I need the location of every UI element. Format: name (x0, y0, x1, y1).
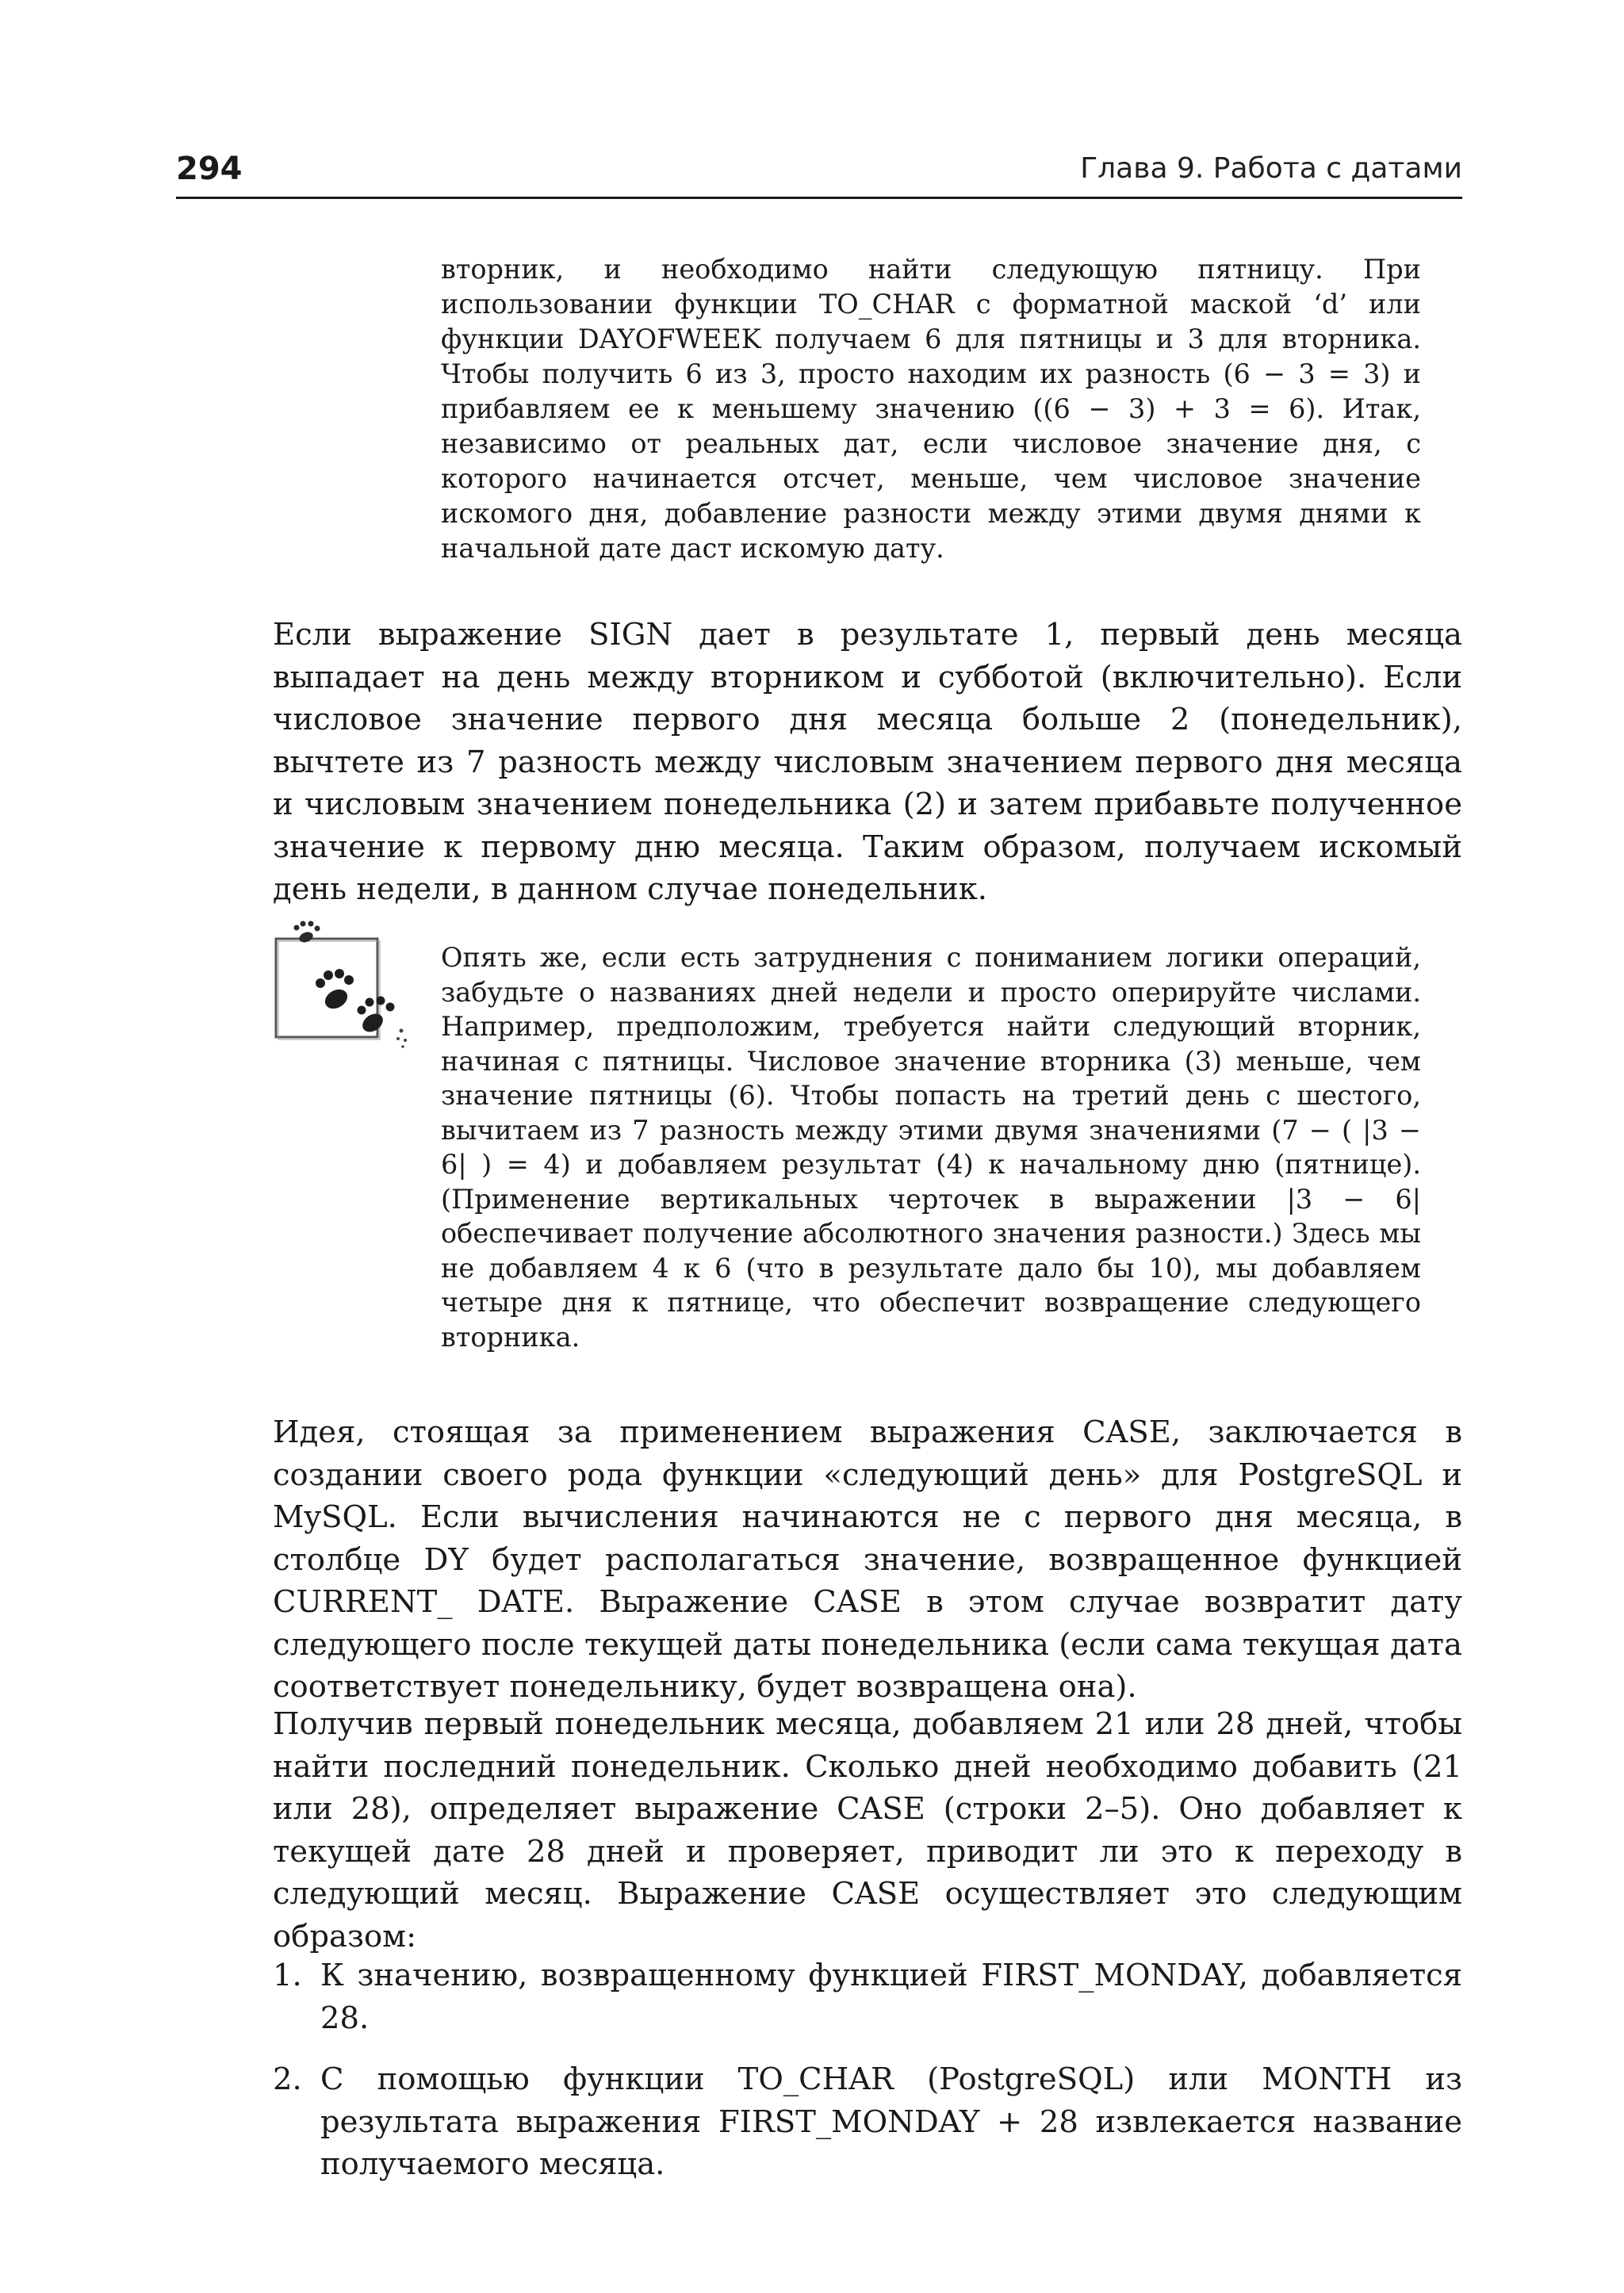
paw-prints-icon (274, 920, 417, 1062)
list-item (273, 2058, 1462, 2186)
note-text: Опять же, если есть затруднения с пониманием логики операций, забудьте о названиях дней недели и просто оперируйте числами. Например, предположим, требуется найти следующий вторник, начиная с пятницы. Числовое значение вторника (3) меньше, чем значение пятницы (6). Чтобы попасть на третий день с шестого, вычитаем из 7 разность между этими двумя значениями (7 − ( |3 − 6| ) = 4) и добавляем результат (4) к начальному дню (пятнице). (Применение вертикальных черточек в выражении |3 − 6| обеспечивает получение абсолютного значения разности.) Здесь мы не добавляем 4 к 6 (что в результате дало бы 10), мы добавляем четыре дня к пятнице, что обеспечит возвращение следующего вторника. (441, 942, 1421, 1353)
body-paragraph-last-monday: Получив первый понедельник месяца, добавляем 21 или 28 дней, чтобы найти последний понедельник. Сколько дней необходимо добавить (21 или 28), определяет выражение CASE (строки 2–5). Оно добавляет к текущей дате 28 дней и проверяет, приводит ли это к переходу в следующий месяц. Выражение CASE осуществляет это следующим образом: (273, 1706, 1462, 1954)
page-header (176, 149, 1462, 199)
indented-note-continuation: вторник, и необходимо найти следующую пятницу. При использовании функции TO_CHAR с форматной маской ‘d’ или функции DAYOFWEEK получаем 6 для пятницы и 3 для вторника. Чтобы получить 6 из 3, просто находим их разность (6 − 3 = 3) и прибавляем ее к меньшему значению ((6 − 3) + 3 = 6). Итак, независимо от реальных дат, если числовое значение дня, с которого начинается отсчет, меньше, чем числовое значение искомого дня, добавление разности между этими двумя днями к начальной дате даст искомую дату. (441, 254, 1421, 564)
list-item (273, 1954, 1462, 2039)
numbered-list (273, 1954, 1462, 2186)
page-number: 294 (176, 151, 243, 187)
list-item-text: К значению, возвращенному функцией FIRST_MONDAY, добавляется 28. (320, 1958, 1462, 2036)
list-marker: 2. (273, 2061, 302, 2097)
body-paragraph-sign: Если выражение SIGN дает в результате 1, первый день месяца выпадает на день между вторником и субботой (включительно). Если числовое значение первого дня месяца больше 2 (понедельник), вычтете из 7 разность между числовым значением первого дня месяца и числовым значением понедельника (2) и затем прибавьте полученное значение к первому дню месяца. Таким образом, получаем искомый день недели, в данном случае понедельник. (273, 617, 1462, 907)
list-marker: 1. (273, 1958, 302, 1993)
body-paragraph-case: Идея, стоящая за применением выражения CASE, заключается в создании своего рода функции «следующий день» для PostgreSQL и MySQL. Если вычисления начинаются не с первого дня месяца, в столбце DY будет располагаться значение, возвращенное функцией CURRENT_ DATE. Выражение CASE в этом случае возвратит дату следующего после текущей даты понедельника (если сама текущая дата соответствует понедельнику, будет возвращена она). (273, 1414, 1462, 1705)
list-item-text: С помощью функции TO_CHAR (PostgreSQL) или MONTH из результата выражения FIRST_MONDAY + 28 извлекается название получаемого месяца. (320, 2061, 1462, 2182)
running-head: Глава 9. Работа с датами (1080, 152, 1462, 185)
